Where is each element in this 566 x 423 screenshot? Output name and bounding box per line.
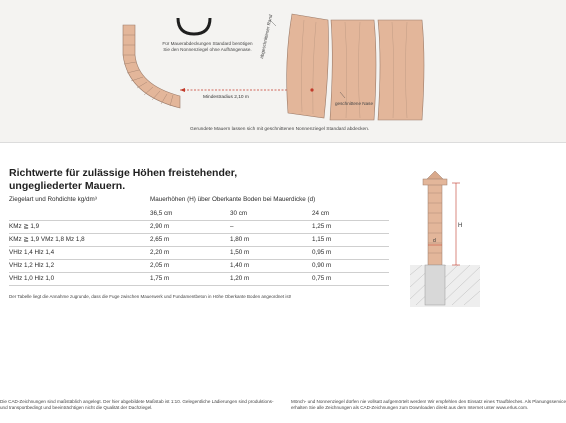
figure-panel bbox=[0, 0, 566, 143]
row-brick-type: VHlz 1,4 Hlz 1,4 bbox=[9, 249, 55, 256]
table-title-line2: ungegliederter Mauern. bbox=[9, 179, 126, 192]
row-value-30: – bbox=[230, 223, 234, 230]
row-value-24: 1,15 m bbox=[312, 236, 332, 243]
row-value-30: 1,50 m bbox=[230, 249, 250, 256]
row-brick-type: VHlz 1,2 Hlz 1,2 bbox=[9, 262, 55, 269]
height-label: H bbox=[458, 223, 463, 229]
row-value-30: 1,40 m bbox=[230, 262, 250, 269]
footer-right-text: Mönch- und Nonnenziegel dürfen nie vollsatt aufgemörtelt werden! Wir empfehlen den Einsatz eines Traufbleches. Als Planungsservice erhalten Sie alle Zeichnungen als CAD-Zeichnungen zum Downloaden direkt aus dem Internet unter www.erlus.com. bbox=[291, 399, 566, 411]
row-value-24: 1,25 m bbox=[312, 223, 332, 230]
column-header-wall-heights: Mauerhöhen (H) über Oberkante Boden bei Mauerdicke (d) bbox=[150, 196, 316, 203]
row-brick-type: KMz ≧ 1,9 VMz 1,8 Mz 1,8 bbox=[9, 236, 85, 243]
table-row bbox=[9, 220, 389, 233]
row-value-24: 0,90 m bbox=[312, 262, 332, 269]
table-title-line1: Richtwerte für zulässige Höhen freistehender, bbox=[9, 167, 238, 179]
row-brick-type: VHlz 1,0 Hlz 1,0 bbox=[9, 275, 55, 282]
cut-nose-label: geschnittene Nase bbox=[334, 101, 374, 106]
column-header-brick-type: Ziegelart und Rohdichte kg/dm³ bbox=[9, 196, 97, 203]
row-value-36-5: 1,75 m bbox=[150, 275, 170, 282]
monk-tile-note: Für Mauerabdeckungen Standard benötigen Sie den Nonnenziegel ohne Aufhängenase. bbox=[162, 41, 253, 52]
table-title bbox=[9, 167, 379, 192]
table-footnote: Der Tabelle liegt die Annahme zugrunde, dass die Fuge zwischen Mauerwerk und Fundamentbeton in Höhe Oberkante Boden angeordnet ist! bbox=[9, 294, 292, 299]
row-value-30: 1,80 m bbox=[230, 236, 250, 243]
row-value-24: 0,75 m bbox=[312, 275, 332, 282]
table-row bbox=[9, 233, 389, 246]
table-row bbox=[9, 259, 389, 272]
row-value-36-5: 2,05 m bbox=[150, 262, 170, 269]
table-row bbox=[9, 272, 389, 286]
min-radius-label: Mindestradius 2,10 m bbox=[203, 95, 249, 100]
thickness-label: d bbox=[433, 238, 436, 244]
table-row bbox=[9, 246, 389, 259]
footer-left-text: Die CAD-Zeichnungen sind maßstäblich angelegt. Der hier abgebildete Maßstab ist 1:10. Gelegentliche Lädierungen sind produktions- und transportbedingt und beeinträchtigen nicht die Qualität der Dachziegel. bbox=[0, 399, 274, 411]
row-brick-type: KMz ≧ 1,9 bbox=[9, 223, 40, 230]
figure-caption: Gerundete Mauern lassen sich mit geschnittenen Nonnenziegel Standard abdecken. bbox=[190, 127, 370, 132]
row-value-36-5: 2,65 m bbox=[150, 236, 170, 243]
curved-wall-illustration bbox=[0, 0, 566, 142]
row-value-36-5: 2,20 m bbox=[150, 249, 170, 256]
row-value-36-5: 2,90 m bbox=[150, 223, 170, 230]
row-value-30: 1,20 m bbox=[230, 275, 250, 282]
wall-section-diagram bbox=[410, 165, 490, 310]
outer-edge-label: abgeschnittener Rand bbox=[259, 14, 274, 60]
thickness-header-2: 30 cm bbox=[230, 210, 248, 217]
height-table bbox=[9, 220, 389, 286]
thickness-header-3: 24 cm bbox=[312, 210, 330, 217]
thickness-header-1: 36,5 cm bbox=[150, 210, 173, 217]
row-value-24: 0,95 m bbox=[312, 249, 332, 256]
